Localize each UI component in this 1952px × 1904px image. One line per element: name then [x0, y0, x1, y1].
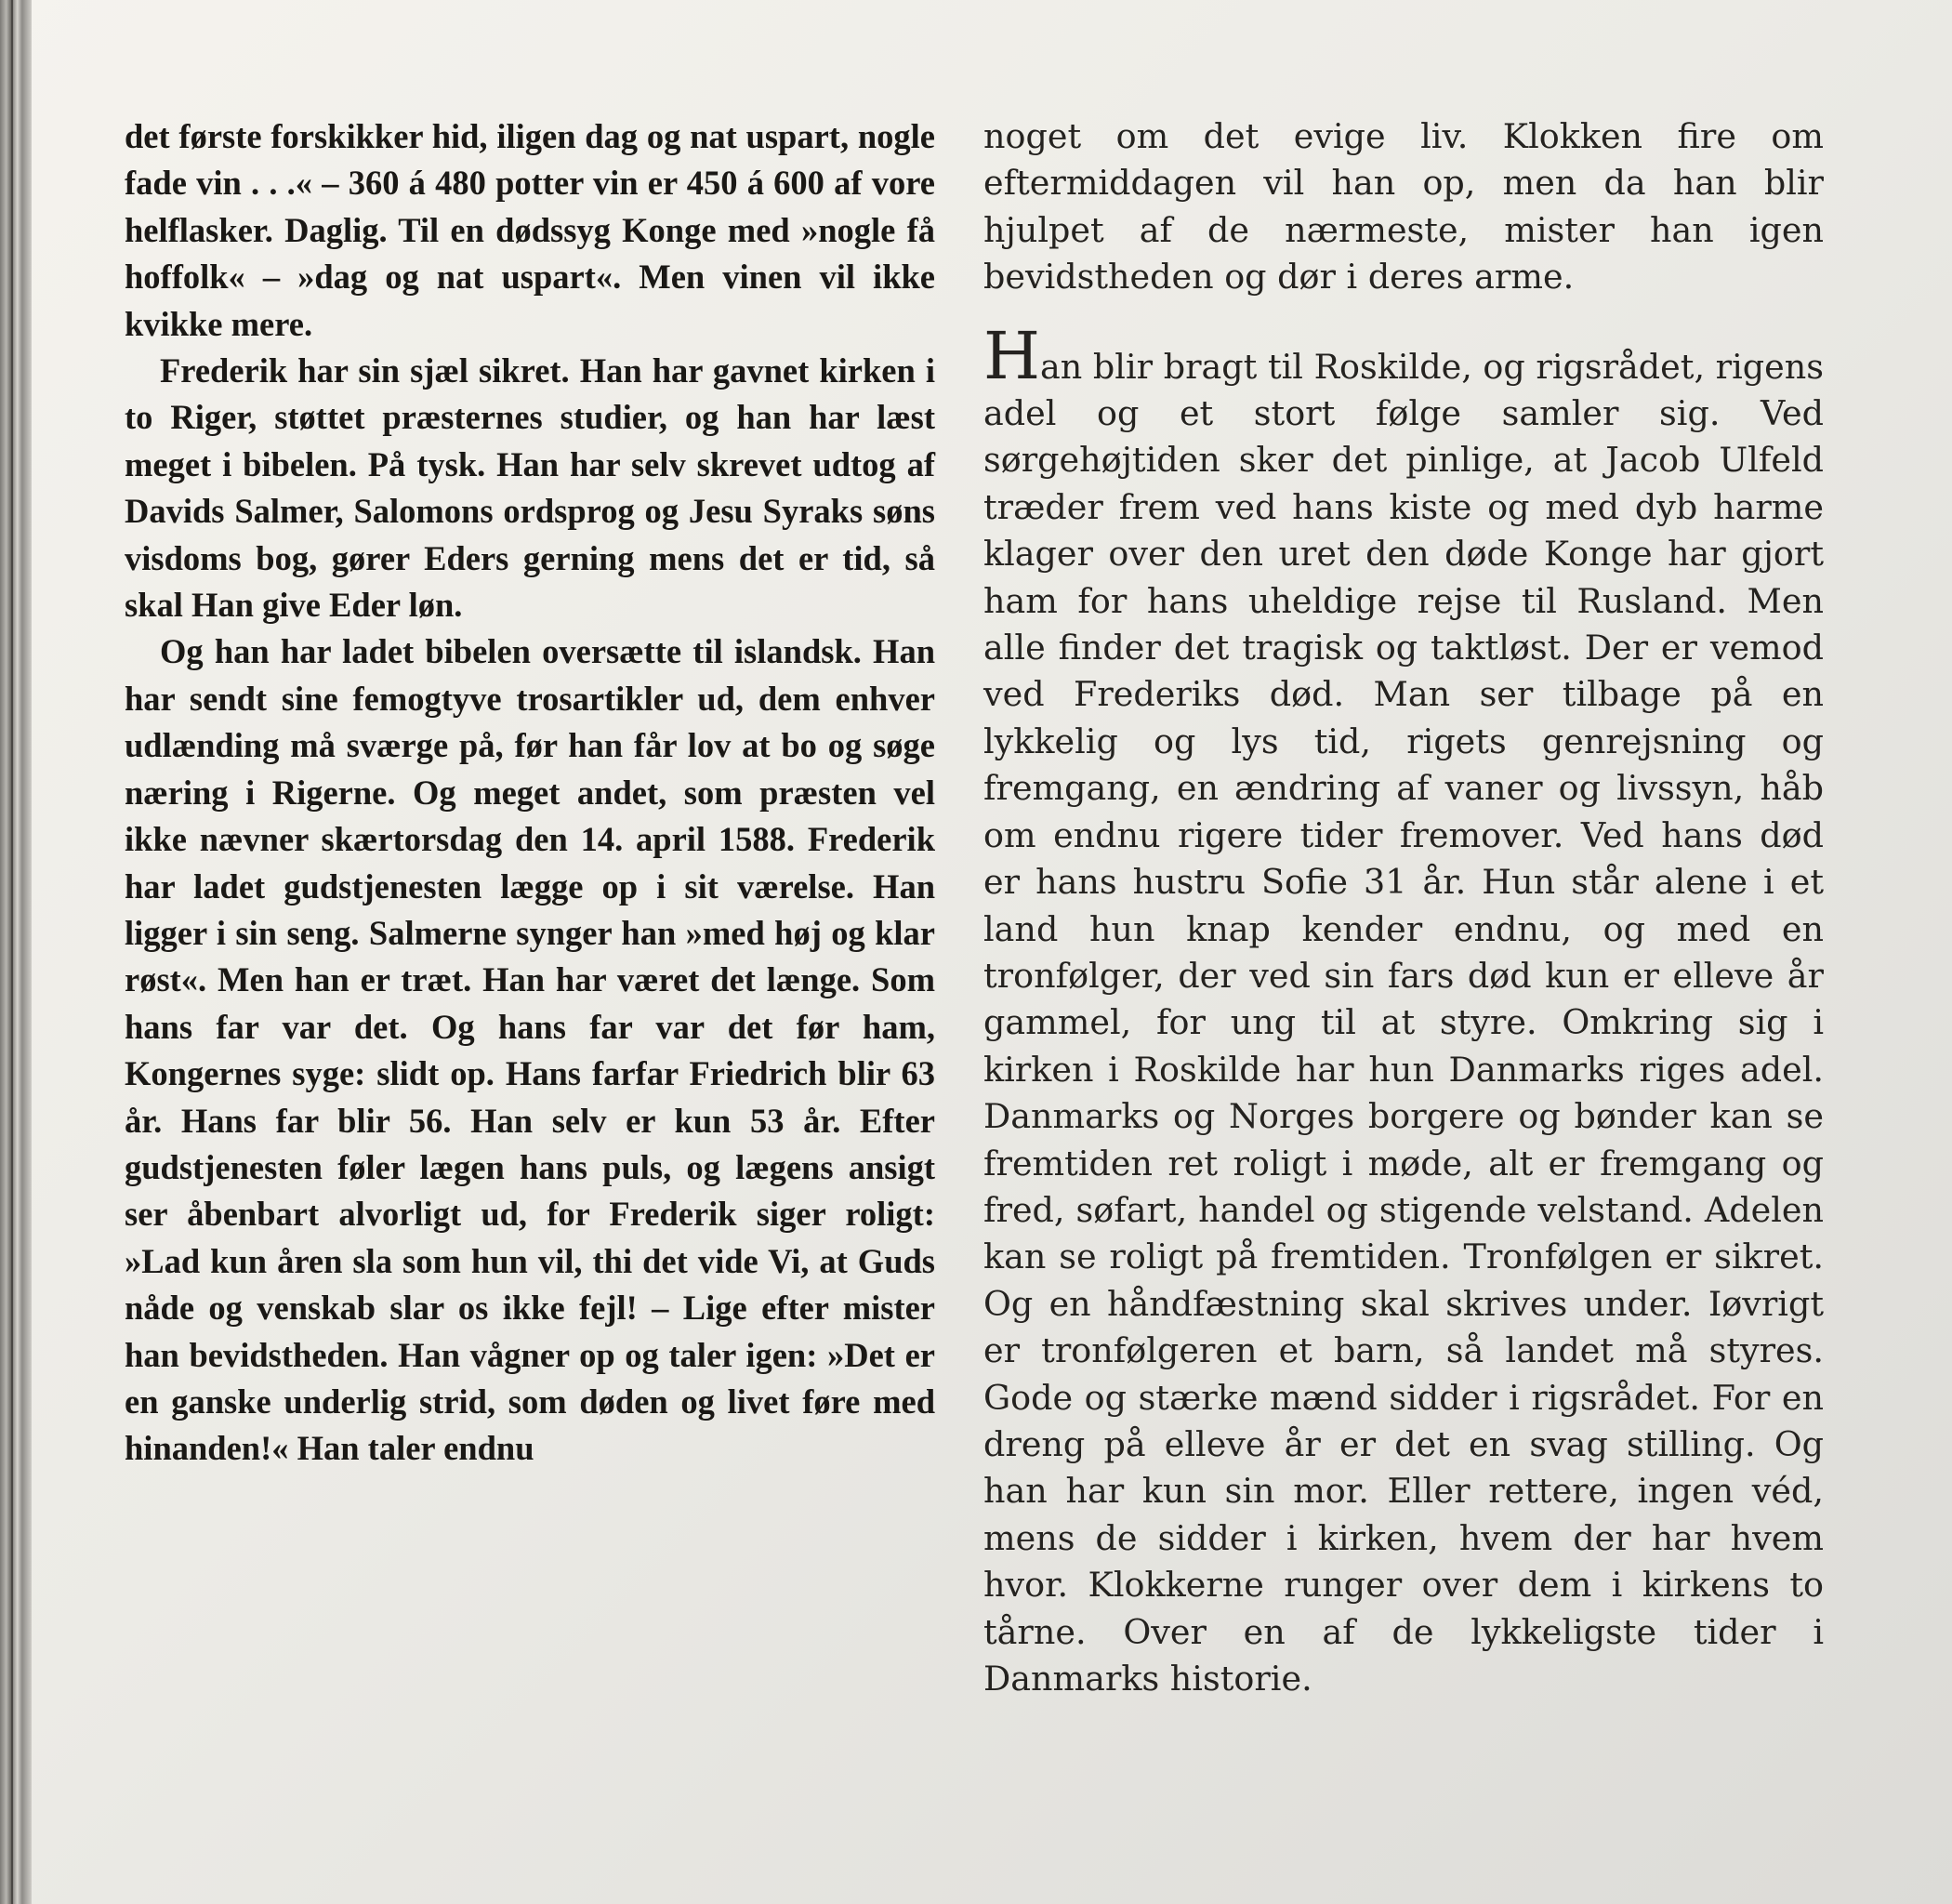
- right-text-column: [983, 113, 1824, 1702]
- drop-cap-letter: H: [983, 317, 1041, 394]
- right-paragraph-2-text: an blir bragt til Roskilde, og rigsrådet, rigens adel og et stort følge samler sig. Ved sørgehøjtiden sker det pinlige, at Jacob Ulfeld træder frem ved hans kiste og med dyb harme klager over den uret den døde Konge har gjort ham for hans uheldige rejse til Rusland. Men alle finder det tragisk og taktløst. Der er vemod ved Frederiks død. Man ser tilbage på en lykkelig og lys tid, rigets genrejsning og fremgang, en ændring af vaner og livssyn, håb om endnu rigere tider fremover. Ved hans død er hans hustru Sofie 31 år. Hun står alene i et land hun knap kender endnu, og med en tronfølger, der ved sin fars død kun er elleve år gammel, for ung til at styre. Omkring sig i kirken i Roskilde har hun Danmarks riges adel. Danmarks og Norges borgere og bønder kan se fremtiden ret roligt i møde, alt er fremgang og fred, søfart, handel og stigende velstand. Adelen kan se roligt på fremtiden. Tronfølgen er sikret. Og en håndfæstning skal skrives under. Iøvrigt er tronfølgeren et barn, så landet må styres. Gode og stærke mænd sidder i rigsrådet. For en dreng på elleve år er det en svag stilling. Og han har kun sin mor. Eller rettere, ingen véd, mens de sidder i kirken, hvem der har hvem hvor. Klokkerne runger over dem i kirkens to tårne. Over en af de lykkeligste tider i Danmarks historie.: [983, 346, 1824, 1699]
- left-paragraph-3: Og han har ladet bibelen oversætte til islandsk. Han har sendt sine femogtyve trosartikler ud, dem enhver udlænding må sværge på, før han får lov at bo og søge næring i Rigerne. Og meget andet, som præsten vel ikke nævner skærtorsdag den 14. april 1588. Frederik har ladet gudstjenesten lægge op i sit værelse. Han ligger i sin seng. Salmerne synger han »med høj og klar røst«. Men han er træt. Han har været det længe. Som hans far var det. Og hans far var det før ham, Kongernes syge: slidt op. Hans farfar Friedrich blir 63 år. Hans far blir 56. Han selv er kun 53 år. Efter gudstjenesten føler lægen hans puls, og lægens ansigt ser åbenbart alvorligt ud, for Frederik siger roligt: »Lad kun åren sla som hun vil, thi det vide Vi, at Guds nåde og venskab slar os ikke fejl! – Lige efter mister han bevidstheden. Han vågner op og taler igen: »Det er en ganske underlig strid, som døden og livet føre med hinanden!« Han taler endnu: [125, 632, 935, 1468]
- left-paragraph-2: Frederik har sin sjæl sikret. Han har gavnet kirken i to Riger, støttet præsternes studier, og han har læst meget i bibelen. På tysk. Han har selv skrevet udtog af Davids Salmer, Salomons ordsprog og Jesu Syraks søns visdoms bog, gører Eders gerning mens det er tid, så skal Han give Eder løn.: [125, 351, 935, 625]
- spine-shadow-line: [11, 0, 13, 1904]
- left-paragraph-1: det første forskikker hid, iligen dag og nat uspart, nogle fade vin . . .« – 360 á 480 potter vin er 450 á 600 af vore helflasker. Daglig. Til en dødssyg Konge med »nogle få hoffolk« – »dag og nat uspart«. Men vinen vil ikke kvikke mere.: [125, 117, 935, 343]
- right-paragraph-2: [983, 317, 1824, 1703]
- book-spine-edge: [0, 0, 32, 1904]
- right-paragraph-1: noget om det evige liv. Klokken fire om eftermiddagen vil han op, men da han blir hjulpet af de nærmeste, mister han igen bevidstheden og dør i deres arme.: [983, 116, 1824, 298]
- left-text-column: [125, 113, 935, 1473]
